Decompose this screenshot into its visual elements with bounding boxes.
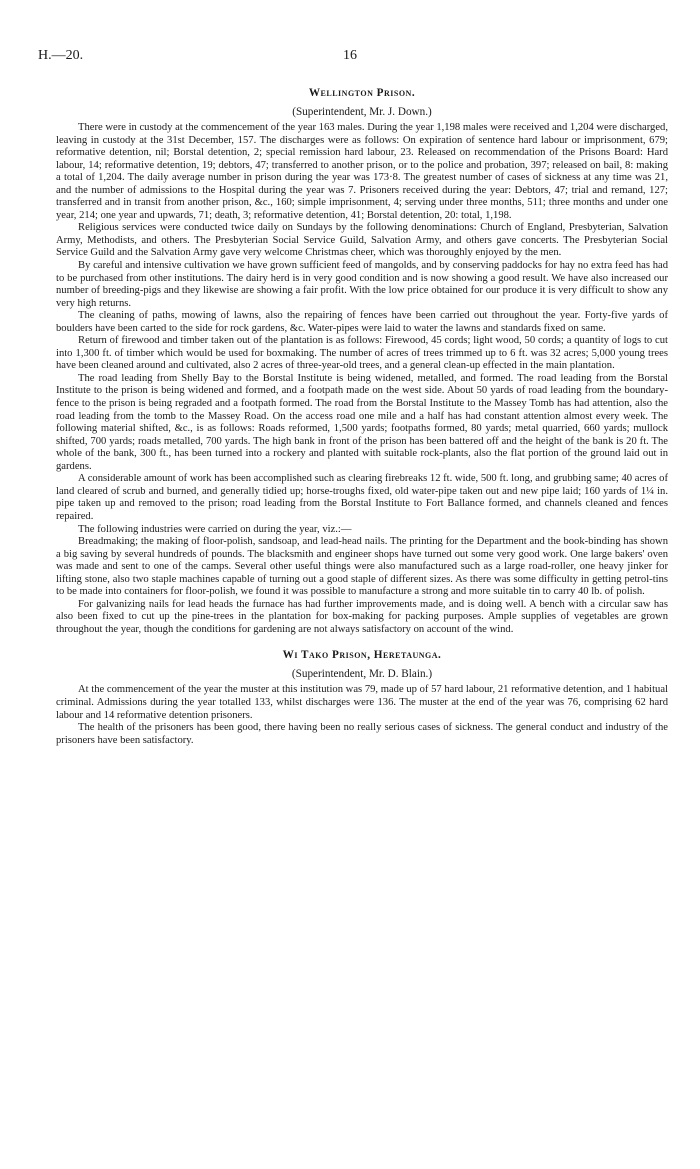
page-body xyxy=(56,86,668,747)
superintendent-line: (Superintendent, Mr. J. Down.) xyxy=(292,106,432,118)
paragraph: Return of firewood and timber taken out of the plantation is as follows: Firewood, 45 cords; light wood, 50 cords; a quantity of logs to cut into 1,300 ft. of timber which would be used for boxmaking. The number of acres of trees trimmed up to 6 ft. was 32 acres; 5,000 young trees have been cleaned around and cultivated, also 2 acres of three-year-old trees, and a general clean-up effected in the main plantation. xyxy=(56,335,668,372)
section-title: Wellington Prison. xyxy=(308,87,416,99)
page-header-reference: H.—20. xyxy=(38,48,84,63)
paragraph: Religious services were conducted twice daily on Sundays by the following denominations: Church of England, Presbyterian, Salvation Army, Methodists, and others. The Presbyterian Social Service Guild, Salvation Army, and others gave concerts. The Presbyterian Social Service Guild and the Salvation Army gave very welcome Christmas cheer, which was thoroughly enjoyed by the men. xyxy=(56,222,668,259)
section-wellington-prison xyxy=(56,86,668,636)
superintendent-line: (Superintendent, Mr. D. Blain.) xyxy=(291,668,433,681)
paragraph: There were in custody at the commencement of the year 163 males. During the year 1,198 males were received and 1,204 were discharged, leaving in custody at the 31st December, 157. The discharges were as follows: On expiration of sentence hard labour or imprisonment, 679; reformative detention, nil; Borstal detention, 2; special remission hard labour, 23. Released on recommendation of the Prisons Board: Hard labour, 14; reformative detention, 19; debtors, 47; transferred to another prison, or to the police and probation, 397; released on bail, 8: making a total of 1,204. The daily average number in prison during the year was 173·8. The greatest number of cases of sickness at any time was 21, and the number of admissions to the Hospital during the year was 7. Prisoners received during the year: Debtors, 47; trial and remand, 127; transferred and in transit from another prison, &c., 160; simple imprisonment, 4; serving under three months, 511; three months and under one year, 214; one year and upwards, 71; death, 3; reformative detention, 41; Borstal detention, 20: total, 1,198. xyxy=(56,122,668,221)
paragraph: The health of the prisoners has been good, there having been no really serious cases of sickness. The general conduct and industry of the prisoners have been satisfactory. xyxy=(56,722,668,746)
paragraph: For galvanizing nails for lead heads the furnace has had further improvements made, and is doing well. A bench with a circular saw has also been fixed to cut up the pine-trees in the plantation for box-making for packing purposes. Ample supplies of vegetables are grown throughout the year, though the conditions for gardening are not always satisfactory on account of the wind. xyxy=(56,598,668,635)
paragraph: A considerable amount of work has been accomplished such as clearing firebreaks 12 ft. wide, 500 ft. long, and grubbing same; 40 acres of land cleared of scrub and burned, and generally tidied up; horse-troughs fixed, old water-pipe taken out and new pipe laid; 160 yards of 1¼ in. pipe taken up and removed to the prison; road leading from the Borstal Institute to Fort Ballance formed, and channels cleaned and fences repaired. xyxy=(56,473,668,522)
paragraph: The following industries were carried on during the year, viz.:— xyxy=(78,523,352,535)
section-title: Wi Tako Prison, Heretaunga. xyxy=(282,649,442,662)
paragraph: The cleaning of paths, mowing of lawns, also the repairing of fences have been carried out throughout the year. Forty-five yards of boulders have been carted to the side for rock gardens, &c. Water-pipes were laid to water the lawns and standards fixed on same. xyxy=(56,310,668,334)
paragraph: Breadmaking; the making of floor-polish, sandsoap, and lead-head nails. The printing for the Department and the book-binding has shown a big saving by several hundreds of pounds. The blacksmith and engineer shops have turned out some very good work. One large bakers' oven was made and sent to one of the camps. Several other useful things were also manufactured such as a large road-roller, one heavy jinker for lifting stone, also two staple machines capable of turning out a good staple of different sizes. As there was some difficulty in getting petrol-tins to be made into containers for floor-polish, we found it was possible to manufacture a strong and more suitable tin to carry 40 lb. of polish. xyxy=(56,536,668,598)
page-number: 16 xyxy=(343,48,357,63)
paragraph: The road leading from Shelly Bay to the Borstal Institute is being widened, metalled, and formed. The road leading from the Borstal Institute to the prison is being widened and formed, and a footpath made on the west side. About 50 yards of road leading from the boundary-fence to the prison is being regraded and a footpath formed. The road from the Borstal Institute to the Massey Tomb has had attention, also the road leading from the tomb to the Massey Road. On the access road one mile and a half has had constant attention almost every week. The following material shifted, &c., is as follows: Roads reformed, 1,500 yards; footpaths formed, 80 yards; metal quarried, 660 yards; mullock shifted, 700 yards; roads metalled, 700 yards. The high bank in front of the prison has been battered off and the height of the bank is 20 ft. The whole of the bank, 300 ft., has been turned into a rockery and planted with suitable rock-plants, also the flat portion of the ground laid out in gardens. xyxy=(56,372,668,472)
paragraph: At the commencement of the year the muster at this institution was 79, made up of 57 hard labour, 21 reformative detention, and 1 habitual criminal. Admissions during the year totalled 133, whilst discharges were 136. The muster at the end of the year was 76, comprising 62 hard labour and 14 reformative detention prisoners. xyxy=(56,684,668,721)
paragraph: By careful and intensive cultivation we have grown sufficient feed of mangolds, and by conserving paddocks for hay no extra feed has had to be purchased from other institutions. The dairy herd is in very good condition and is now showing a good result. We have also increased our number of breeding-pigs and they likewise are showing a fair profit. With the low price obtained for our produce it is very difficult to show any very high returns. xyxy=(56,260,668,309)
section-wi-tako-prison xyxy=(56,648,668,747)
